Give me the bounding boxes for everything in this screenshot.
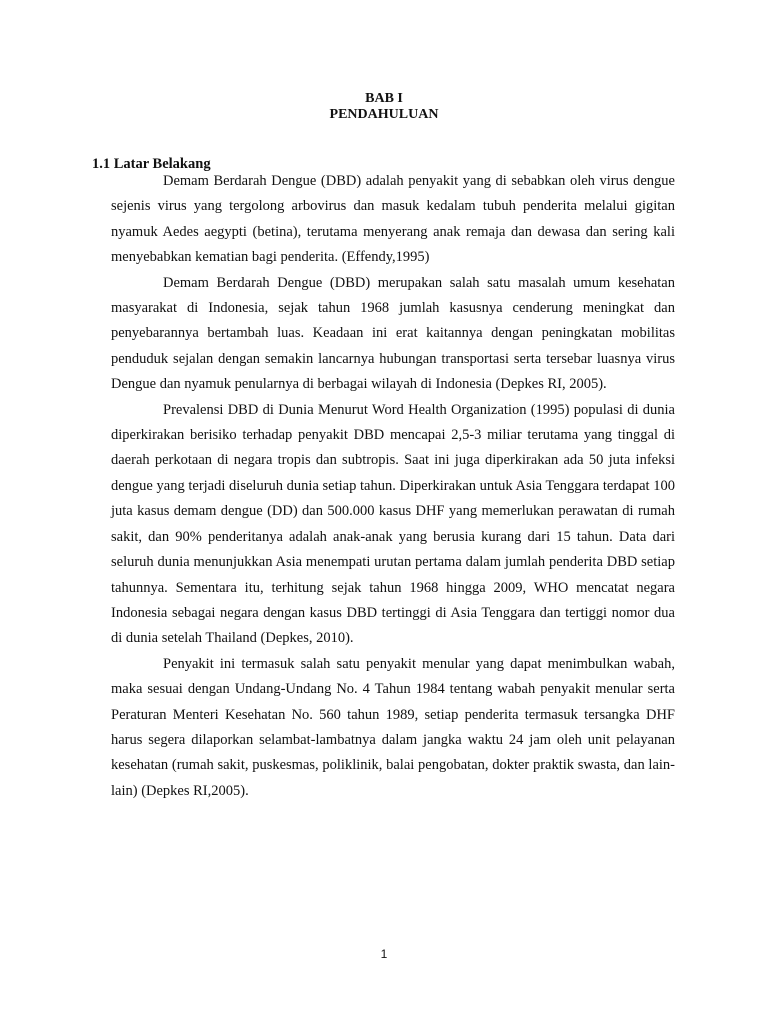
paragraph-4: Penyakit ini termasuk salah satu penyakit menular yang dapat menimbulkan wabah, maka sesuai dengan Undang-Undang No. 4 Tahun 1984 tentang wabah penyakit menular serta Peraturan Menteri Kesehatan No. 560 tahun 1989, setiap penderita termasuk tersangka DHF harus segera dilaporkan selambat-lambatnya dalam jangka waktu 24 jam oleh unit pelayanan kesehatan (rumah sakit, puskesmas, poliklinik, balai pengobatan, dokter praktik swasta, dan lain-lain) (Depkes RI,2005). — [111, 655, 675, 799]
section-title: 1.1 Latar Belakang — [92, 156, 211, 172]
paragraph-1: Demam Berdarah Dengue (DBD) adalah penyakit yang di sebabkan oleh virus dengue sejenis virus yang tergolong arbovirus dan masuk kedalam tubuh penderita melalui gigitan nyamuk Aedes aegypti (betina), terutama menyerang anak remaja dan dewasa dan sering kali menyebabkan kematian bagi penderita. (Effendy,1995) — [111, 173, 675, 266]
body-text — [111, 169, 675, 804]
paragraph-2: Demam Berdarah Dengue (DBD) merupakan salah satu masalah umum kesehatan masyarakat di Indonesia, sejak tahun 1968 jumlah kasusnya cenderung meningkat dan penyebarannya bertambah luas. Keadaan ini erat kaitannya dengan peningkatan mobilitas penduduk sejalan dengan semakin lancarnya hubungan transportasi serta tersebar luasnya virus Dengue dan nyamuk penularnya di berbagai wilayah di Indonesia (Depkes RI, 2005). — [111, 274, 675, 393]
paragraph-3: Prevalensi DBD di Dunia Menurut Word Health Organization (1995) populasi di dunia diperkirakan berisiko terhadap penyakit DBD mencapai 2,5-3 miliar terutama yang tinggal di daerah perkotaan di negara tropis dan subtropis. Saat ini juga diperkirakan ada 50 juta infeksi dengue yang terjadi diseluruh dunia setiap tahun. Diperkirakan untuk Asia Tenggara terdapat 100 juta kasus demam dengue (DD) dan 500.000 kasus DHF yang memerlukan perawatan di rumah sakit, dan 90% penderitanya adalah anak-anak yang berusia kurang dari 15 tahun. Data dari seluruh dunia menunjukkan Asia menempati urutan pertama dalam jumlah penderita DBD setiap tahunnya. Sementara itu, terhitung sejak tahun 1968 hingga 2009, WHO mencatat negara Indonesia sebagai negara dengan kasus DBD tertinggi di Asia Tenggara dan tertiggi nomor dua di dunia setelah Thailand (Depkes, 2010). — [111, 401, 675, 647]
chapter-title: PENDAHULUAN — [329, 107, 439, 122]
chapter-number: BAB I — [365, 91, 403, 106]
page-number: 1 — [380, 947, 388, 961]
